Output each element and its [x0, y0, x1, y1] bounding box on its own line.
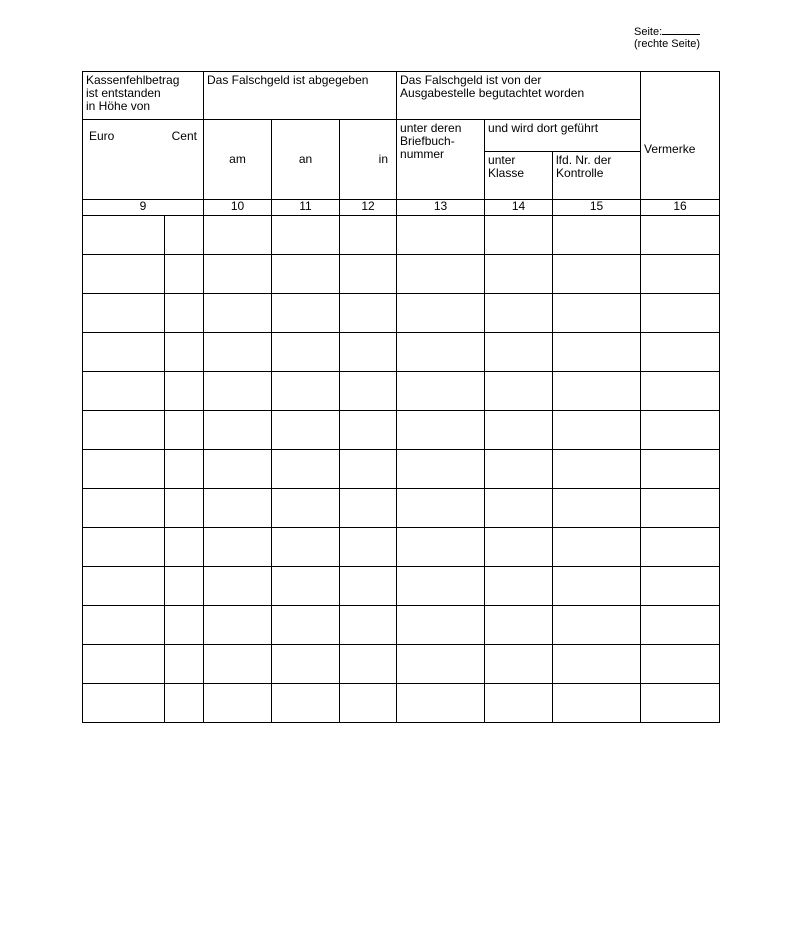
- entry-cell[interactable]: [641, 372, 720, 411]
- seite-label: Seite:: [634, 26, 663, 38]
- entry-cell[interactable]: [165, 255, 204, 294]
- entry-cell[interactable]: [165, 372, 204, 411]
- header-kassenfehlbetrag-line3: in Höhe von: [86, 99, 151, 113]
- entry-cell[interactable]: [83, 684, 165, 723]
- table-row: [83, 606, 720, 645]
- header-falschgeld-abgegeben: Das Falschgeld ist abgegeben: [204, 72, 397, 120]
- entry-cell[interactable]: [272, 216, 340, 255]
- header-unter-deren-line3: nummer: [400, 147, 445, 161]
- entry-cell[interactable]: [340, 567, 397, 606]
- form-table: [82, 71, 720, 723]
- entry-cell[interactable]: [397, 450, 485, 489]
- entry-cell[interactable]: [553, 333, 641, 372]
- entry-cell[interactable]: [553, 294, 641, 333]
- column-number: 13: [397, 200, 485, 216]
- entry-cell[interactable]: [204, 411, 272, 450]
- entry-cell[interactable]: [397, 567, 485, 606]
- entry-cell[interactable]: [204, 294, 272, 333]
- page-corner-note: [634, 24, 700, 50]
- entry-cell[interactable]: [641, 528, 720, 567]
- entry-cell[interactable]: [204, 684, 272, 723]
- entry-cell[interactable]: [340, 684, 397, 723]
- entry-cell[interactable]: [485, 333, 553, 372]
- header-kassenfehlbetrag-line1: Kassenfehlbetrag: [86, 73, 180, 87]
- entry-cell[interactable]: [340, 372, 397, 411]
- entry-cell[interactable]: [204, 450, 272, 489]
- entry-cell[interactable]: [83, 606, 165, 645]
- header-unter-klasse-line1: unter: [488, 153, 516, 167]
- entry-cell[interactable]: [340, 606, 397, 645]
- table-row: [83, 411, 720, 450]
- entry-cell[interactable]: [165, 489, 204, 528]
- entry-cell[interactable]: [272, 528, 340, 567]
- header-lfd-nr: [553, 152, 641, 200]
- entry-cell[interactable]: [340, 333, 397, 372]
- side-note: (rechte Seite): [634, 38, 701, 50]
- header-cent: Cent: [171, 129, 197, 143]
- header-vermerke: Vermerke: [641, 72, 720, 200]
- entry-cell[interactable]: [553, 372, 641, 411]
- entry-cell[interactable]: [641, 606, 720, 645]
- table-row: [83, 645, 720, 684]
- entry-cell[interactable]: [272, 450, 340, 489]
- entry-cell[interactable]: [83, 645, 165, 684]
- column-number: 9: [83, 200, 204, 216]
- entry-cell[interactable]: [204, 606, 272, 645]
- entry-cell[interactable]: [397, 684, 485, 723]
- entry-cell[interactable]: [397, 333, 485, 372]
- entry-cell[interactable]: [272, 645, 340, 684]
- entry-cell[interactable]: [272, 411, 340, 450]
- column-number: 10: [204, 200, 272, 216]
- entry-cell[interactable]: [397, 645, 485, 684]
- entry-cell[interactable]: [397, 255, 485, 294]
- header-unter-deren: [397, 120, 485, 200]
- table-row: [83, 216, 720, 255]
- column-number: 15: [553, 200, 641, 216]
- entry-cell[interactable]: [165, 684, 204, 723]
- entry-cell[interactable]: [553, 684, 641, 723]
- entry-cell[interactable]: [340, 216, 397, 255]
- header-begutachtet-line1: Das Falschgeld ist von der: [400, 73, 542, 87]
- entry-cell[interactable]: [553, 489, 641, 528]
- entry-cell[interactable]: [553, 411, 641, 450]
- table-row: [83, 684, 720, 723]
- entry-cell[interactable]: [83, 528, 165, 567]
- entry-cell[interactable]: [204, 333, 272, 372]
- entry-cell[interactable]: [204, 255, 272, 294]
- entry-cell[interactable]: [165, 528, 204, 567]
- data-rows: [83, 216, 720, 723]
- entry-cell[interactable]: [340, 255, 397, 294]
- entry-cell[interactable]: [204, 372, 272, 411]
- entry-cell[interactable]: [83, 411, 165, 450]
- entry-cell[interactable]: [641, 255, 720, 294]
- entry-cell[interactable]: [204, 528, 272, 567]
- column-number: 16: [641, 200, 720, 216]
- entry-cell[interactable]: [272, 333, 340, 372]
- seite-blank-line[interactable]: [662, 24, 700, 35]
- entry-cell[interactable]: [641, 333, 720, 372]
- entry-cell[interactable]: [397, 606, 485, 645]
- column-number: 12: [340, 200, 397, 216]
- table-row: [83, 294, 720, 333]
- header-unter-klasse-line2: Klasse: [488, 166, 525, 180]
- entry-cell[interactable]: [165, 216, 204, 255]
- table-row: [83, 255, 720, 294]
- table-row: [83, 489, 720, 528]
- entry-cell[interactable]: [553, 216, 641, 255]
- entry-cell[interactable]: [340, 450, 397, 489]
- entry-cell[interactable]: [397, 294, 485, 333]
- header-in: in: [340, 120, 397, 200]
- entry-cell[interactable]: [485, 528, 553, 567]
- entry-cell[interactable]: [553, 645, 641, 684]
- entry-cell[interactable]: [485, 450, 553, 489]
- entry-cell[interactable]: [165, 333, 204, 372]
- column-number: 14: [485, 200, 553, 216]
- entry-cell[interactable]: [485, 294, 553, 333]
- entry-cell[interactable]: [553, 567, 641, 606]
- header-unter-deren-line1: unter deren: [400, 121, 462, 135]
- entry-cell[interactable]: [485, 255, 553, 294]
- entry-cell[interactable]: [641, 567, 720, 606]
- entry-cell[interactable]: [272, 294, 340, 333]
- entry-cell[interactable]: [83, 450, 165, 489]
- entry-cell[interactable]: [397, 528, 485, 567]
- entry-cell[interactable]: [165, 645, 204, 684]
- entry-cell[interactable]: [165, 450, 204, 489]
- header-begutachtet-line2: Ausgabestelle begutachtet worden: [400, 86, 585, 100]
- entry-cell[interactable]: [272, 606, 340, 645]
- header-an: an: [272, 120, 340, 200]
- entry-cell[interactable]: [83, 333, 165, 372]
- entry-cell[interactable]: [204, 216, 272, 255]
- header-lfd-nr-line2: Kontrolle: [556, 166, 604, 180]
- entry-cell[interactable]: [83, 216, 165, 255]
- entry-cell[interactable]: [340, 411, 397, 450]
- entry-cell[interactable]: [204, 645, 272, 684]
- entry-cell[interactable]: [553, 606, 641, 645]
- entry-cell[interactable]: [272, 567, 340, 606]
- entry-cell[interactable]: [641, 294, 720, 333]
- table-row: [83, 333, 720, 372]
- entry-cell[interactable]: [485, 489, 553, 528]
- entry-cell[interactable]: [272, 372, 340, 411]
- entry-cell[interactable]: [641, 684, 720, 723]
- entry-cell[interactable]: [485, 372, 553, 411]
- entry-cell[interactable]: [165, 606, 204, 645]
- entry-cell[interactable]: [553, 450, 641, 489]
- table-row: [83, 528, 720, 567]
- entry-cell[interactable]: [204, 489, 272, 528]
- entry-cell[interactable]: [397, 411, 485, 450]
- entry-cell[interactable]: [641, 645, 720, 684]
- entry-cell[interactable]: [553, 255, 641, 294]
- entry-cell[interactable]: [340, 528, 397, 567]
- entry-cell[interactable]: [641, 216, 720, 255]
- entry-cell[interactable]: [485, 606, 553, 645]
- entry-cell[interactable]: [83, 294, 165, 333]
- entry-cell[interactable]: [340, 294, 397, 333]
- entry-cell[interactable]: [165, 294, 204, 333]
- entry-cell[interactable]: [641, 489, 720, 528]
- entry-cell[interactable]: [204, 567, 272, 606]
- entry-cell[interactable]: [641, 450, 720, 489]
- entry-cell[interactable]: [553, 528, 641, 567]
- header-lfd-nr-line1: lfd. Nr. der: [556, 153, 612, 167]
- entry-cell[interactable]: [397, 372, 485, 411]
- entry-cell[interactable]: [397, 216, 485, 255]
- header-unter-deren-line2: Briefbuch-: [400, 134, 455, 148]
- column-number: 11: [272, 200, 340, 216]
- entry-cell[interactable]: [165, 567, 204, 606]
- entry-cell[interactable]: [83, 372, 165, 411]
- entry-cell[interactable]: [485, 684, 553, 723]
- table-row: [83, 372, 720, 411]
- column-number-row: [83, 200, 720, 216]
- entry-cell[interactable]: [641, 411, 720, 450]
- header-am: am: [204, 120, 272, 200]
- entry-cell[interactable]: [485, 216, 553, 255]
- entry-cell[interactable]: [485, 645, 553, 684]
- entry-cell[interactable]: [272, 255, 340, 294]
- entry-cell[interactable]: [83, 489, 165, 528]
- header-und-wird: und wird dort geführt: [485, 120, 641, 152]
- table-row: [83, 450, 720, 489]
- header-unter-klasse: [485, 152, 553, 200]
- header-falschgeld-begutachtet: [397, 72, 641, 120]
- entry-cell[interactable]: [83, 567, 165, 606]
- entry-cell[interactable]: [485, 411, 553, 450]
- entry-cell[interactable]: [340, 489, 397, 528]
- header-euro: Euro: [89, 129, 115, 143]
- entry-cell[interactable]: [83, 255, 165, 294]
- entry-cell[interactable]: [272, 684, 340, 723]
- entry-cell[interactable]: [397, 489, 485, 528]
- entry-cell[interactable]: [340, 645, 397, 684]
- header-euro-cent: [83, 120, 204, 200]
- entry-cell[interactable]: [272, 489, 340, 528]
- entry-cell[interactable]: [485, 567, 553, 606]
- entry-cell[interactable]: [165, 411, 204, 450]
- header-kassenfehlbetrag: [83, 72, 204, 120]
- header-kassenfehlbetrag-line2: ist entstanden: [86, 86, 161, 100]
- table-row: [83, 567, 720, 606]
